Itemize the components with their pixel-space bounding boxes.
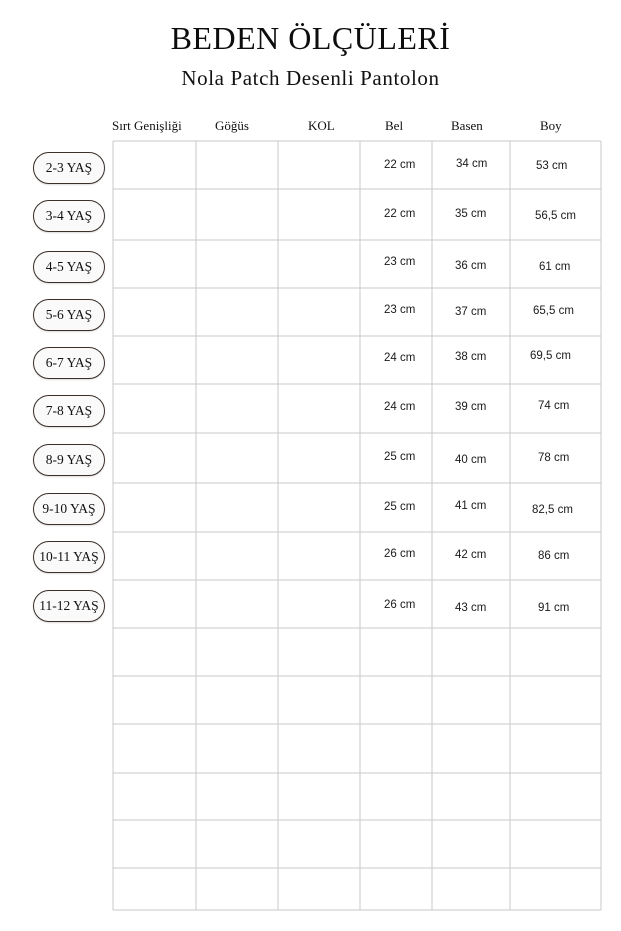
bel-value: 24 cm — [384, 352, 416, 364]
basen-value: 38 cm — [455, 351, 487, 363]
basen-value: 40 cm — [455, 454, 487, 466]
basen-value: 37 cm — [455, 306, 487, 318]
basen-value: 36 cm — [455, 260, 487, 272]
basen-value: 41 cm — [455, 500, 487, 512]
column-header-sirt-genisligi: Sırt Genişliği — [112, 118, 182, 133]
page-title: BEDEN ÖLÇÜLERİ — [170, 20, 451, 56]
bel-value: 26 cm — [384, 599, 416, 611]
column-header-gogus: Göğüs — [215, 118, 249, 133]
boy-value: 74 cm — [538, 400, 570, 412]
column-header-boy: Boy — [540, 118, 562, 133]
size-label-pill: 11-12 YAŞ — [33, 590, 105, 622]
size-label-pill: 10-11 YAŞ — [33, 541, 105, 573]
basen-value: 42 cm — [455, 549, 487, 561]
bel-value: 25 cm — [384, 451, 416, 463]
basen-value: 35 cm — [455, 208, 487, 220]
boy-value: 61 cm — [539, 261, 571, 273]
bel-value: 24 cm — [384, 401, 416, 413]
boy-value: 82,5 cm — [532, 504, 573, 516]
boy-value: 65,5 cm — [533, 305, 574, 317]
bel-value: 25 cm — [384, 501, 416, 513]
boy-value: 53 cm — [536, 160, 568, 172]
size-label-pill: 6-7 YAŞ — [33, 347, 105, 379]
basen-value: 43 cm — [455, 602, 487, 614]
boy-value: 56,5 cm — [535, 210, 576, 222]
size-label-pill: 4-5 YAŞ — [33, 251, 105, 283]
size-label-pill: 3-4 YAŞ — [33, 200, 105, 232]
column-header-basen: Basen — [451, 118, 483, 133]
boy-value: 86 cm — [538, 550, 570, 562]
bel-value: 26 cm — [384, 548, 416, 560]
column-header-kol: KOL — [308, 118, 335, 133]
boy-value: 69,5 cm — [530, 350, 571, 362]
basen-value: 39 cm — [455, 401, 487, 413]
basen-value: 34 cm — [456, 158, 488, 170]
size-label-pill: 2-3 YAŞ — [33, 152, 105, 184]
bel-value: 22 cm — [384, 159, 416, 171]
bel-value: 22 cm — [384, 208, 416, 220]
size-label-pill: 5-6 YAŞ — [33, 299, 105, 331]
size-label-pill: 7-8 YAŞ — [33, 395, 105, 427]
column-header-bel: Bel — [385, 118, 404, 133]
bel-value: 23 cm — [384, 256, 416, 268]
bel-value: 23 cm — [384, 304, 416, 316]
boy-value: 91 cm — [538, 602, 570, 614]
size-label-pill: 8-9 YAŞ — [33, 444, 105, 476]
product-subtitle: Nola Patch Desenli Pantolon — [181, 66, 440, 90]
boy-value: 78 cm — [538, 452, 570, 464]
size-label-pill: 9-10 YAŞ — [33, 493, 105, 525]
